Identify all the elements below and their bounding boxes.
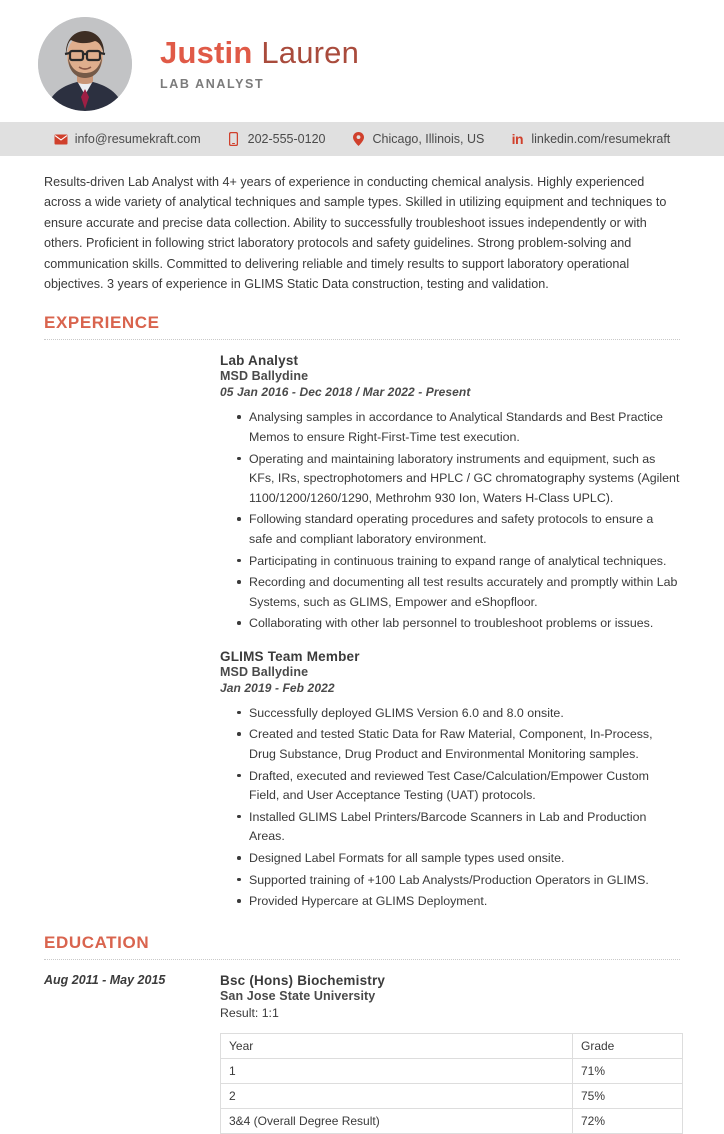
list-item: Following standard operating procedures and safety protocols to ensure a safe and compliant laboratory environment. <box>237 510 680 549</box>
avatar <box>38 17 132 111</box>
job-dates: 05 Jan 2016 - Dec 2018 / Mar 2022 - Present <box>220 385 471 400</box>
experience-entry <box>44 353 680 636</box>
degree-title: Bsc (Hons) Biochemistry <box>220 972 386 988</box>
page-title <box>160 37 359 70</box>
job-role: GLIMS Team Member <box>220 648 360 664</box>
name-block <box>160 37 359 91</box>
job-bullet-list <box>220 408 680 634</box>
table-cell-year: 2 <box>221 1083 573 1108</box>
experience-entry <box>44 649 680 914</box>
resume-body <box>0 172 724 1134</box>
list-item: Drafted, executed and reviewed Test Case/Calculation/Empower Custom Field, and User Acceptance Testing (UAT) protocols. <box>237 767 680 806</box>
list-item: Designed Label Formats for all sample types used onsite. <box>237 849 680 869</box>
list-item: Recording and documenting all test results accurately and promptly within Lab Systems, such as GLIMS, Empower and eShopfloor. <box>237 573 680 612</box>
degree-result: Result: 1:1 <box>220 1005 279 1020</box>
experience-entry-detail <box>220 353 680 636</box>
summary-paragraph: Results-driven Lab Analyst with 4+ years of experience in conducting chemical analysis. Highly experienced across a wide variety of analytical techniques and sample types. Skilled in utilizing equipment and techniques to ensure accurate and precise data collection. Ability to successfully troubleshoot issues independently or with others. Proficient in following strict laboratory protocols and safety guidelines. Strong problem-solving and communication skills. Committed to delivering reliable and timely results to support laboratory operational objectives. 3 years of experience in GLIMS Static Data construction, testing and validation. <box>44 175 667 291</box>
table-cell-grade: 71% <box>573 1058 683 1083</box>
grades-table <box>220 1033 683 1134</box>
contact-location[interactable] <box>351 132 484 146</box>
table-cell-grade: 75% <box>573 1083 683 1108</box>
job-organization: MSD Ballydine <box>220 369 309 384</box>
contact-phone-text: 202-555-0120 <box>247 132 326 146</box>
list-item: Operating and maintaining laboratory instruments and equipment, such as KFs, IRs, spectrophotomers and HPLC / GC chromatography systems (Agilent 1100/1200/1260/1290, Methrohm 930 Ion, Waters H-Class UPLC). <box>237 450 680 509</box>
contact-linkedin[interactable] <box>510 132 670 146</box>
contact-linkedin-text: linkedin.com/resumekraft <box>531 132 671 146</box>
education-entry <box>44 973 680 1134</box>
table-row <box>221 1108 683 1133</box>
table-row <box>221 1058 683 1083</box>
list-item: Supported training of +100 Lab Analysts/Production Operators in GLIMS. <box>237 871 680 891</box>
job-role: Lab Analyst <box>220 353 299 369</box>
education-dates: Aug 2011 - May 2015 <box>44 972 166 987</box>
list-item: Collaborating with other lab personnel to troubleshoot problems or issues. <box>237 614 680 634</box>
table-cell-year: 1 <box>221 1058 573 1083</box>
table-header-row <box>221 1033 683 1058</box>
table-cell-year: 3&4 (Overall Degree Result) <box>221 1108 573 1133</box>
experience-entry-dates-column <box>44 353 220 636</box>
table-header-cell-year: Year <box>221 1033 573 1058</box>
email-icon <box>54 132 68 146</box>
education-entry-detail <box>220 973 683 1134</box>
contact-phone[interactable] <box>227 132 326 146</box>
location-icon <box>351 132 365 146</box>
section-divider <box>44 339 680 340</box>
contact-email-text: info@resumekraft.com <box>74 132 201 146</box>
experience-entry-detail <box>220 649 680 914</box>
table-row <box>221 1083 683 1108</box>
list-item: Successfully deployed GLIMS Version 6.0 and 8.0 onsite. <box>237 704 680 724</box>
list-item: Provided Hypercare at GLIMS Deployment. <box>237 892 680 912</box>
section-heading-experience: EXPERIENCE <box>44 313 160 333</box>
list-item: Created and tested Static Data for Raw Material, Component, In-Process, Drug Substance, Drug Product and Environmental Monitoring samples. <box>237 725 680 764</box>
section-heading-education: EDUCATION <box>44 932 150 952</box>
linkedin-icon: in <box>511 131 524 147</box>
first-name: Justin <box>160 35 253 71</box>
phone-icon <box>227 132 241 146</box>
job-title: LAB ANALYST <box>160 76 265 91</box>
resume-header <box>0 0 724 122</box>
list-item: Analysing samples in accordance to Analytical Standards and Best Practice Memos to ensure Right-First-Time test execution. <box>237 408 680 447</box>
list-item: Installed GLIMS Label Printers/Barcode Scanners in Lab and Production Areas. <box>237 808 680 847</box>
institution-name: San Jose State University <box>220 988 376 1003</box>
last-name: Lauren <box>261 35 360 71</box>
contact-bar <box>0 122 724 156</box>
experience-entry-dates-column <box>44 649 220 914</box>
education-entry-dates-column <box>44 973 220 1134</box>
table-header-cell-grade: Grade <box>573 1033 683 1058</box>
list-item: Participating in continuous training to expand range of analytical techniques. <box>237 552 680 572</box>
contact-email[interactable] <box>54 132 201 146</box>
section-divider <box>44 959 680 960</box>
contact-location-text: Chicago, Illinois, US <box>372 132 485 146</box>
job-organization: MSD Ballydine <box>220 664 309 679</box>
job-bullet-list <box>220 704 680 912</box>
table-cell-grade: 72% <box>573 1108 683 1133</box>
job-dates: Jan 2019 - Feb 2022 <box>220 680 335 695</box>
